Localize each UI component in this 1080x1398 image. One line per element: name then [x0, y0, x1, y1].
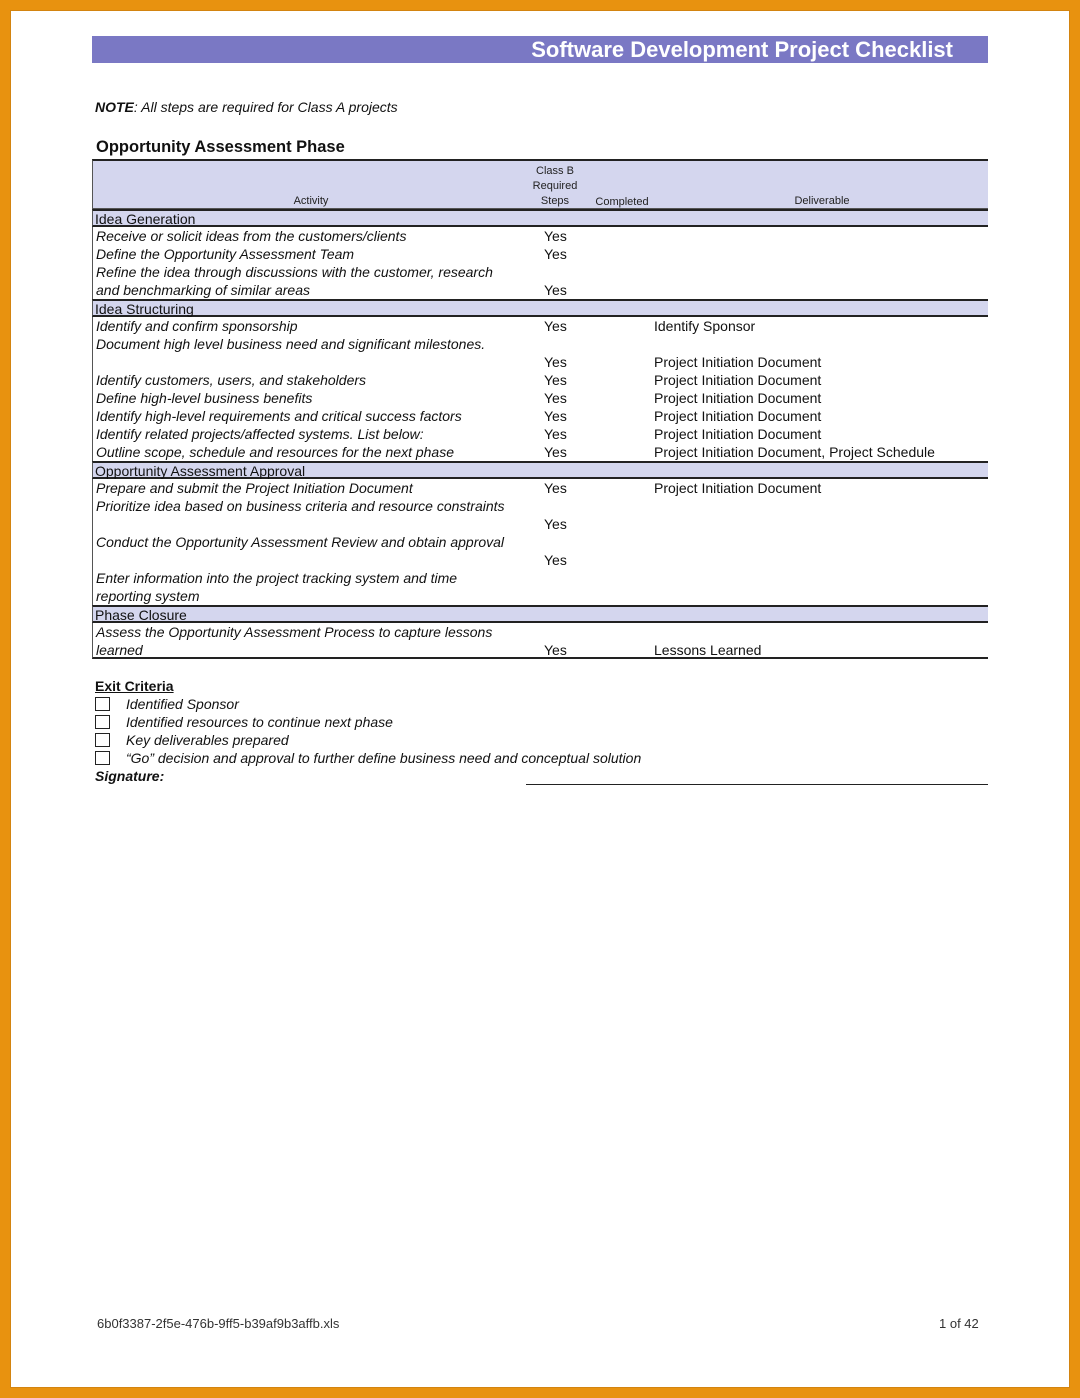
exit-criterion — [95, 749, 642, 767]
required-value: Yes — [544, 552, 567, 568]
table-row — [92, 263, 988, 299]
deliverable-value: Project Initiation Document — [654, 408, 822, 424]
footer-page-number: 1 of 42 — [939, 1316, 979, 1331]
section-header: Phase Closure — [92, 605, 988, 623]
table-header — [92, 159, 988, 209]
note-label: NOTE — [95, 99, 134, 115]
required-value: Yes — [544, 444, 567, 460]
phase-title: Opportunity Assessment Phase — [96, 138, 345, 156]
activity-text: Document high level business need and significant milestones. — [96, 336, 486, 352]
table-row — [92, 407, 988, 425]
table-row — [92, 425, 988, 443]
checkbox[interactable] — [95, 733, 110, 747]
exit-criteria — [95, 677, 642, 785]
section-header: Idea Structuring — [92, 299, 988, 317]
deliverable-value: Project Initiation Document — [654, 480, 822, 496]
required-value: Yes — [544, 372, 567, 388]
exit-criterion — [95, 695, 239, 713]
activity-text: Identify customers, users, and stakeholders — [96, 372, 367, 388]
activity-text: Identify related projects/affected systems. List below: — [96, 426, 424, 442]
checklist-table — [92, 159, 988, 659]
checkbox[interactable] — [95, 751, 110, 765]
activity-text: Outline scope, schedule and resources for the next phase — [96, 444, 454, 460]
required-value: Yes — [544, 408, 567, 424]
note-text — [95, 99, 398, 115]
deliverable-value: Lessons Learned — [654, 642, 762, 658]
required-value: Yes — [544, 318, 567, 334]
activity-text: Prioritize idea based on business criteria and resource constraints — [96, 498, 505, 514]
table-row — [92, 479, 988, 497]
exit-criterion-label: Identified Sponsor — [126, 696, 239, 712]
deliverable-value: Identify Sponsor — [654, 318, 756, 334]
document-title: Software Development Project Checklist — [92, 36, 988, 63]
activity-text: Define high-level business benefits — [96, 390, 313, 406]
table-row — [92, 569, 988, 605]
activity-text: Identify high-level requirements and critical success factors — [96, 408, 462, 424]
exit-criterion-label: “Go” decision and approval to further define business need and conceptual solution — [126, 750, 642, 766]
header-class-b: Class B Required Steps — [532, 165, 578, 207]
table-row — [92, 623, 988, 659]
table-row — [92, 497, 988, 533]
required-value: Yes — [544, 516, 567, 532]
exit-criterion — [95, 731, 289, 749]
required-value: Yes — [544, 282, 567, 298]
deliverable-value: Project Initiation Document, Project Schedule — [654, 444, 935, 460]
activity-text: Refine the idea through discussions with the customer, research — [96, 264, 493, 280]
exit-criterion-label: Identified resources to continue next phase — [126, 714, 393, 730]
activity-text: Conduct the Opportunity Assessment Review and obtain approval — [96, 534, 505, 550]
note-body: : All steps are required for Class A projects — [133, 99, 398, 115]
required-value: Yes — [544, 642, 567, 658]
signature-label: Signature: — [95, 768, 165, 784]
table-row — [92, 227, 988, 245]
table-row — [92, 335, 988, 371]
header-activity: Activity — [293, 195, 329, 207]
activity-text: Define the Opportunity Assessment Team — [96, 246, 355, 262]
activity-text: learned — [96, 642, 143, 658]
checkbox[interactable] — [95, 715, 110, 729]
footer-filename: 6b0f3387-2f5e-476b-9ff5-b39af9b3affb.xls — [97, 1316, 340, 1331]
deliverable-value: Project Initiation Document — [654, 354, 822, 370]
activity-text: Enter information into the project tracking system and time — [96, 570, 458, 586]
exit-criterion-label: Key deliverables prepared — [126, 732, 289, 748]
table-row — [92, 389, 988, 407]
exit-criterion — [95, 713, 393, 731]
activity-text: and benchmarking of similar areas — [96, 282, 310, 298]
deliverable-value: Project Initiation Document — [654, 372, 822, 388]
table-body — [92, 209, 988, 659]
deliverable-value: Project Initiation Document — [654, 426, 822, 442]
required-value: Yes — [544, 480, 567, 496]
section-header: Opportunity Assessment Approval — [92, 461, 988, 479]
signature-line[interactable] — [526, 784, 988, 785]
exit-criteria-title: Exit Criteria — [95, 678, 174, 694]
activity-text: Receive or solicit ideas from the customers/clients — [96, 228, 407, 244]
activity-text: reporting system — [96, 588, 200, 604]
activity-text: Identify and confirm sponsorship — [96, 318, 298, 334]
header-deliverable: Deliverable — [794, 195, 850, 207]
header-completed: Completed — [595, 196, 649, 208]
table-row — [92, 371, 988, 389]
required-value: Yes — [544, 354, 567, 370]
section-header: Idea Generation — [92, 209, 988, 227]
activity-text: Prepare and submit the Project Initiation Document — [96, 480, 413, 496]
required-value: Yes — [544, 390, 567, 406]
table-row — [92, 245, 988, 263]
deliverable-value: Project Initiation Document — [654, 390, 822, 406]
table-row — [92, 533, 988, 569]
required-value: Yes — [544, 228, 567, 244]
activity-text: Assess the Opportunity Assessment Process to capture lessons — [96, 624, 493, 640]
checkbox[interactable] — [95, 697, 110, 711]
document-page — [10, 10, 1070, 1388]
required-value: Yes — [544, 426, 567, 442]
required-value: Yes — [544, 246, 567, 262]
table-row — [92, 443, 988, 461]
table-row — [92, 317, 988, 335]
